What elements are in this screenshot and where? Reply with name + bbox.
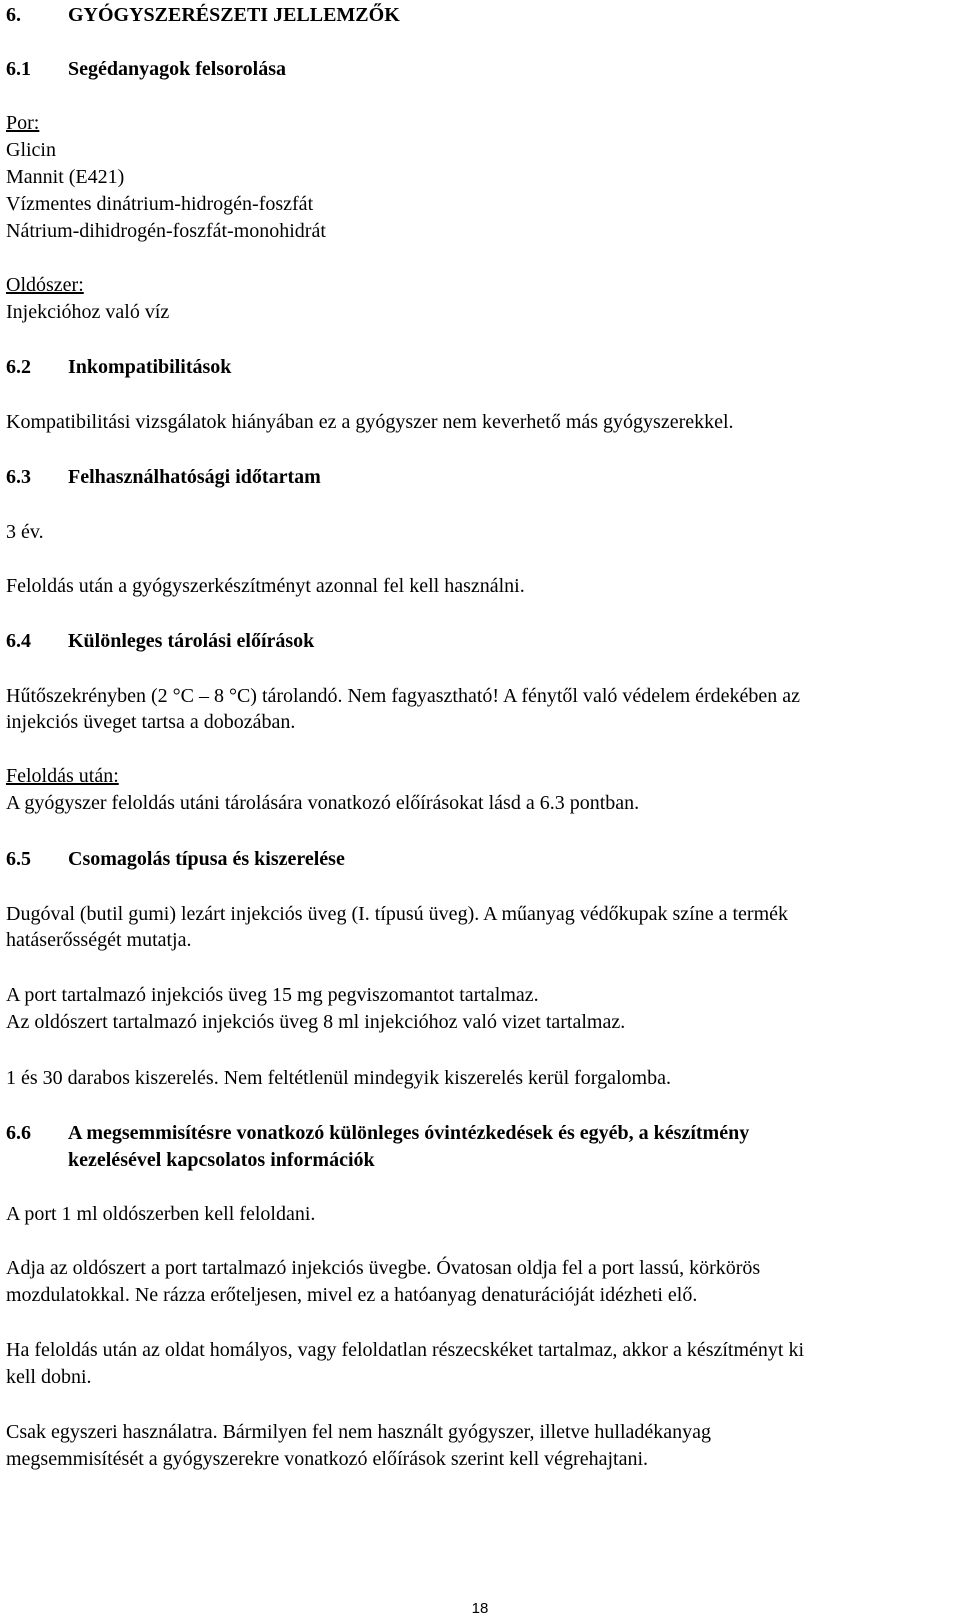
paragraph-line: mozdulatokkal. Ne rázza erőteljesen, mivel ez a hatóanyag denaturációját idézheti elő. [6, 1284, 698, 1306]
subsection-number: 6.5 [6, 848, 31, 870]
page-number: 18 [471, 1600, 489, 1617]
subsection-number: 6.2 [6, 356, 31, 378]
paragraph: 1 és 30 darabos kiszerelés. Nem feltétlenül mindegyik kiszerelés kerül forgalomba. [6, 1067, 671, 1089]
paragraph-line: injekciós üveget tartsa a dobozában. [6, 711, 296, 733]
subsection-title: A megsemmisítésre vonatkozó különleges óvintézkedések és egyéb, a készítmény [68, 1122, 750, 1144]
subsection-title: kezelésével kapcsolatos információk [68, 1149, 375, 1171]
excipient-item: Nátrium-dihidrogén-foszfát-monohidrát [6, 220, 326, 242]
subsection-title: Segédanyagok felsorolása [68, 58, 286, 80]
paragraph: Kompatibilitási vizsgálatok hiányában ez a gyógyszer nem keverhető más gyógyszerekkel. [6, 411, 734, 433]
powder-label: Por: [6, 112, 40, 134]
paragraph-line: Az oldószert tartalmazó injekciós üveg 8 ml injekcióhoz való vizet tartalmaz. [6, 1011, 626, 1033]
subsection-number: 6.1 [6, 58, 31, 80]
paragraph: 3 év. [6, 521, 44, 543]
subsection-title: Különleges tárolási előírások [68, 630, 315, 652]
subsection-title: Csomagolás típusa és kiszerelése [68, 848, 345, 870]
solvent-item: Injekcióhoz való víz [6, 301, 170, 323]
paragraph-line: hatáserősségét mutatja. [6, 929, 192, 951]
section-title: GYÓGYSZERÉSZETI JELLEMZŐK [68, 4, 400, 26]
subsection-title: Felhasználhatósági időtartam [68, 466, 321, 488]
paragraph-line: Csak egyszeri használatra. Bármilyen fel nem használt gyógyszer, illetve hulladékanyag [6, 1421, 712, 1443]
solvent-label: Oldószer: [6, 274, 84, 296]
excipient-item: Glicin [6, 139, 56, 161]
paragraph: Feloldás után a gyógyszerkészítményt azonnal fel kell használni. [6, 575, 525, 597]
paragraph-line: Adja az oldószert a port tartalmazó injekciós üvegbe. Óvatosan oldja fel a port lassú, körkörös [6, 1257, 761, 1279]
subsection-number: 6.6 [6, 1122, 31, 1144]
after-reconstitution-label: Feloldás után: [6, 765, 119, 787]
paragraph-line: Ha feloldás után az oldat homályos, vagy feloldatlan részecskéket tartalmaz, akkor a készítményt ki [6, 1339, 805, 1361]
paragraph-line: megsemmisítését a gyógyszerekre vonatkozó előírások szerint kell végrehajtani. [6, 1448, 649, 1470]
paragraph-line: A port tartalmazó injekciós üveg 15 mg pegviszomantot tartalmaz. [6, 984, 539, 1006]
excipient-item: Mannit (E421) [6, 166, 125, 188]
paragraph-line: kell dobni. [6, 1366, 92, 1388]
excipient-item: Vízmentes dinátrium-hidrogén-foszfát [6, 193, 314, 215]
paragraph-line: Dugóval (butil gumi) lezárt injekciós üveg (I. típusú üveg). A műanyag védőkupak színe a termék [6, 903, 789, 925]
subsection-number: 6.4 [6, 630, 31, 652]
subsection-title: Inkompatibilitások [68, 356, 232, 378]
paragraph: A gyógyszer feloldás utáni tárolására vonatkozó előírásokat lásd a 6.3 pontban. [6, 792, 640, 814]
subsection-number: 6.3 [6, 466, 31, 488]
paragraph-line: Hűtőszekrényben (2 °C – 8 °C) tárolandó. Nem fagyasztható! A fénytől való védelem érdekében az [6, 685, 801, 707]
paragraph: A port 1 ml oldószerben kell feloldani. [6, 1203, 316, 1225]
section-number: 6. [6, 4, 21, 26]
